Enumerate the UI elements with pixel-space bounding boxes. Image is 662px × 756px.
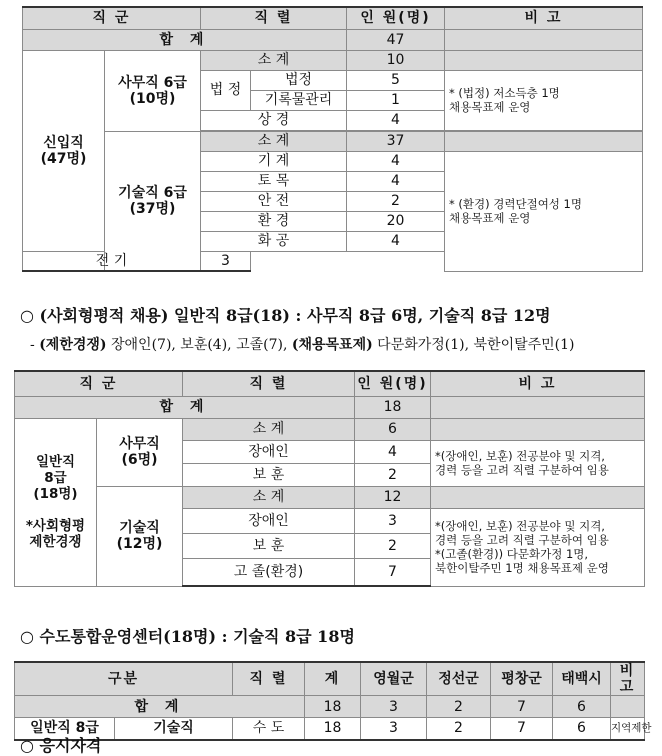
group-label: 일반직 8급 (18명) *사회형평 제한경쟁 <box>15 418 97 586</box>
row-count: 3 <box>355 508 431 533</box>
total-value: 3 <box>361 696 427 718</box>
row-label: 법정 <box>251 70 347 90</box>
col-header: 비 고 <box>445 7 643 29</box>
col-header: 직 군 <box>23 7 201 29</box>
row-count: 2 <box>347 191 445 211</box>
col-header: 직 렬 <box>233 662 305 696</box>
sub-bold-2: (채용목표제) <box>291 337 373 353</box>
sub-prefix: - <box>30 337 40 353</box>
next-section-cutoff <box>20 733 160 755</box>
col-header: 평창군 <box>491 662 553 696</box>
row-count: 1 <box>347 90 445 110</box>
row-label: 전 기 <box>23 251 201 271</box>
legal-group-label: 법 정 <box>201 70 251 110</box>
row-class: 일반직 8급 <box>15 718 115 740</box>
col-header: 비 고 <box>611 662 645 696</box>
sub-text-1: 장애인(7), 보훈(4), 고졸(7), <box>106 337 292 353</box>
sub-bold-1: (제한경쟁) <box>39 337 107 353</box>
total-note <box>431 396 645 418</box>
row-label: 장애인 <box>183 508 355 533</box>
row-count: 4 <box>355 440 431 463</box>
total-note <box>445 29 643 50</box>
table-new-hires <box>22 6 643 272</box>
subtotal-note <box>445 50 643 70</box>
col-header: 인 원(명) <box>347 7 445 29</box>
col-header: 계 <box>305 662 361 696</box>
row-value: 6 <box>553 718 611 740</box>
row-value: 7 <box>491 718 553 740</box>
col-header: 정선군 <box>427 662 491 696</box>
row-group: 기술직 <box>115 718 233 740</box>
section2-title: ○ (사회형평적 채용) 일반직 8급(18) : 사무직 8급 6명, 기술직 8급 12명 <box>20 306 551 325</box>
tech-note: *(장애인, 보훈) 전공분야 및 지격, 경력 등을 고려 직렬 구분하여 임용 *(고졸(환경)) 다문화가정 1명, 북한이탈주민 1명 채용목표제 운영 <box>431 508 645 586</box>
row-label: 토 목 <box>201 171 347 191</box>
subtotal-count: 10 <box>347 50 445 70</box>
row-label: 상 경 <box>201 110 347 130</box>
subtotal-label: 소 계 <box>183 486 355 508</box>
row-count: 4 <box>347 171 445 191</box>
col-header: 인 원(명) <box>355 371 431 396</box>
subtotal-note <box>431 418 645 440</box>
total-label: 합 계 <box>23 29 347 50</box>
subtotal-count: 37 <box>347 131 445 151</box>
row-note: 지역제한 <box>611 718 645 740</box>
total-value: 18 <box>305 696 361 718</box>
row-count: 7 <box>355 558 431 586</box>
row-label: 기 계 <box>201 151 347 171</box>
section3-title: ○ 수도통합운영센터(18명) : 기술직 8급 18명 <box>20 627 355 646</box>
row-count: 20 <box>347 211 445 231</box>
row-label: 화 공 <box>201 231 347 251</box>
row-label: 기록물관리 <box>251 90 347 110</box>
total-label: 합 계 <box>15 696 305 718</box>
row-value: 3 <box>361 718 427 740</box>
next-section-title: ○ 응시자격 <box>20 736 102 755</box>
total-value: 2 <box>427 696 491 718</box>
row-value: 2 <box>427 718 491 740</box>
col-header: 직 렬 <box>183 371 355 396</box>
subtotal-count: 12 <box>355 486 431 508</box>
group-label: 신입직 (47명) <box>23 50 105 251</box>
col-header: 영월군 <box>361 662 427 696</box>
row-value: 18 <box>305 718 361 740</box>
tech-note: * (환경) 경력단절여성 1명 채용목표제 운영 <box>445 151 643 271</box>
row-label: 환 경 <box>201 211 347 231</box>
row-series: 수 도 <box>233 718 305 740</box>
col-header: 태백시 <box>553 662 611 696</box>
admin-label: 사무직 6급 (10명) <box>105 50 201 131</box>
subtotal-label: 소 계 <box>201 131 347 151</box>
row-label: 고 졸(환경) <box>183 558 355 586</box>
admin-note: * (법정) 저소득층 1명 채용목표제 운영 <box>445 70 643 130</box>
row-count: 4 <box>347 110 445 130</box>
col-header: 구분 <box>15 662 233 696</box>
col-header: 직 렬 <box>201 7 347 29</box>
subtotal-count: 6 <box>355 418 431 440</box>
total-note <box>611 696 645 718</box>
row-label: 안 전 <box>201 191 347 211</box>
row-label: 보 훈 <box>183 463 355 486</box>
table-water-center <box>14 661 652 741</box>
sub-text-2: 다문화가정(1), 북한이탈주민(1) <box>372 337 575 353</box>
total-count: 47 <box>347 29 445 50</box>
col-header: 직 군 <box>15 371 183 396</box>
admin-note: *(장애인, 보훈) 전공분야 및 지격, 경력 등을 고려 직렬 구분하여 임용 <box>431 440 645 486</box>
row-count: 4 <box>347 151 445 171</box>
total-value: 6 <box>553 696 611 718</box>
total-value: 7 <box>491 696 553 718</box>
total-label: 합 계 <box>15 396 355 418</box>
row-count: 2 <box>355 533 431 558</box>
row-count: 2 <box>355 463 431 486</box>
tech-label: 기술직 6급 (37명) <box>105 131 201 271</box>
row-label: 장애인 <box>183 440 355 463</box>
subtotal-label: 소 계 <box>201 50 347 70</box>
section2-subtitle <box>30 334 575 354</box>
col-header: 비 고 <box>431 371 645 396</box>
subtotal-label: 소 계 <box>183 418 355 440</box>
admin-label: 사무직 (6명) <box>97 418 183 486</box>
row-count: 3 <box>201 251 251 271</box>
tech-label: 기술직 (12명) <box>97 486 183 586</box>
row-count: 4 <box>347 231 445 251</box>
row-count: 5 <box>347 70 445 90</box>
table-social-equity <box>14 370 645 587</box>
row-label: 보 훈 <box>183 533 355 558</box>
subtotal-note <box>431 486 645 508</box>
subtotal-note <box>445 131 643 151</box>
total-count: 18 <box>355 396 431 418</box>
